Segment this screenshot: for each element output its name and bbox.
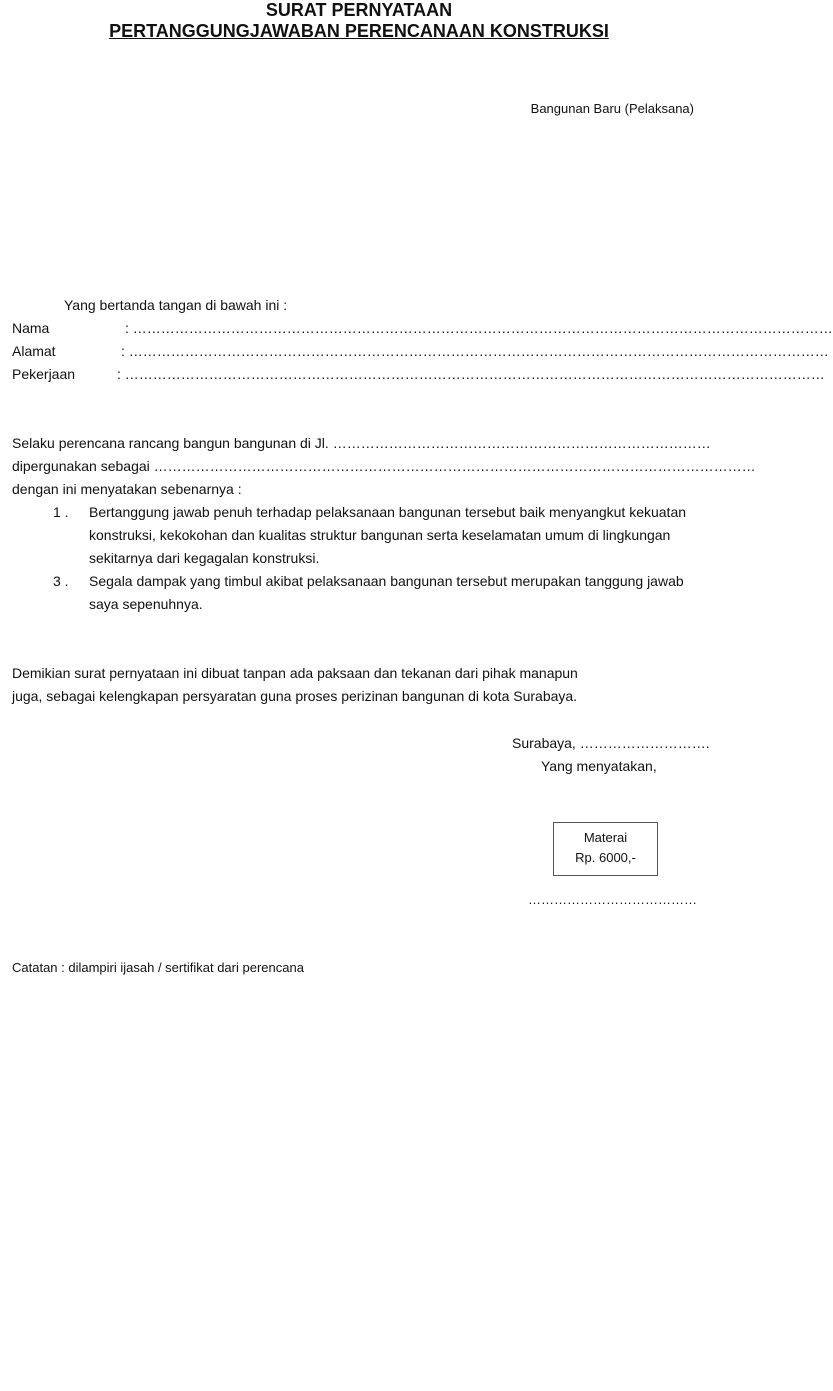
list-item-number: 3 . [53, 573, 69, 589]
document-type-label: Bangunan Baru (Pelaksana) [530, 101, 694, 116]
intro-text: Yang bertanda tangan di bawah ini : [64, 297, 288, 313]
place-date: Surabaya, ………………………. [512, 735, 710, 751]
document-title: SURAT PERNYATAAN [265, 0, 453, 20]
body-line-2: dipergunakan sebagai ………………………………………………………………………………………………………………… [12, 458, 756, 474]
body-line-1: Selaku perencana rancang bangun bangunan di Jl. ……………………………………………………………………… [12, 435, 711, 451]
closing-line-2: juga, sebagai kelengkapan persyaratan guna proses perizinan bangunan di kota Surabaya. [12, 688, 578, 704]
pekerjaan-field: : …………………………………………………………………………………………………………………………………… [117, 366, 825, 382]
nama-field: : …………………………………………………………………………………………………………………………………… [125, 320, 833, 336]
alamat-label: Alamat [12, 343, 56, 359]
pekerjaan-label: Pekerjaan [12, 366, 76, 382]
stamp-label: Materai [583, 830, 628, 845]
alamat-field: : …………………………………………………………………………………………………………………………………… [121, 343, 829, 359]
stamp-value: Rp. 6000,- [575, 850, 636, 865]
signature-name-line: ………………………………… [528, 892, 697, 907]
list-item-number: 1 . [53, 504, 69, 520]
list-item-text: Segala dampak yang timbul akibat pelaksanaan bangunan tersebut merupakan tanggung jawab saya sepenuhnya. [89, 573, 684, 612]
footnote: Catatan : dilampiri ijasah / sertifikat dari perencana [12, 960, 304, 975]
nama-label: Nama [12, 320, 50, 336]
closing-line-1: Demikian surat pernyataan ini dibuat tanpan ada paksaan dan tekanan dari pihak manapun [12, 665, 578, 681]
stamp-box [553, 822, 658, 876]
body-line-3: dengan ini menyatakan sebenarnya : [12, 481, 242, 497]
document-subtitle: PERTANGGUNGJAWABAN PERENCANAAN KONSTRUKSI [109, 21, 609, 41]
list-item-text: Bertanggung jawab penuh terhadap pelaksanaan bangunan tersebut baik menyangkut kekuatan konstruksi, kekokohan dan kualitas struktur bangunan serta keselamatan umum di lingkungan sekitarnya dari kegagalan konstruksi. [89, 504, 687, 566]
signature-label: Yang menyatakan, [541, 758, 657, 774]
